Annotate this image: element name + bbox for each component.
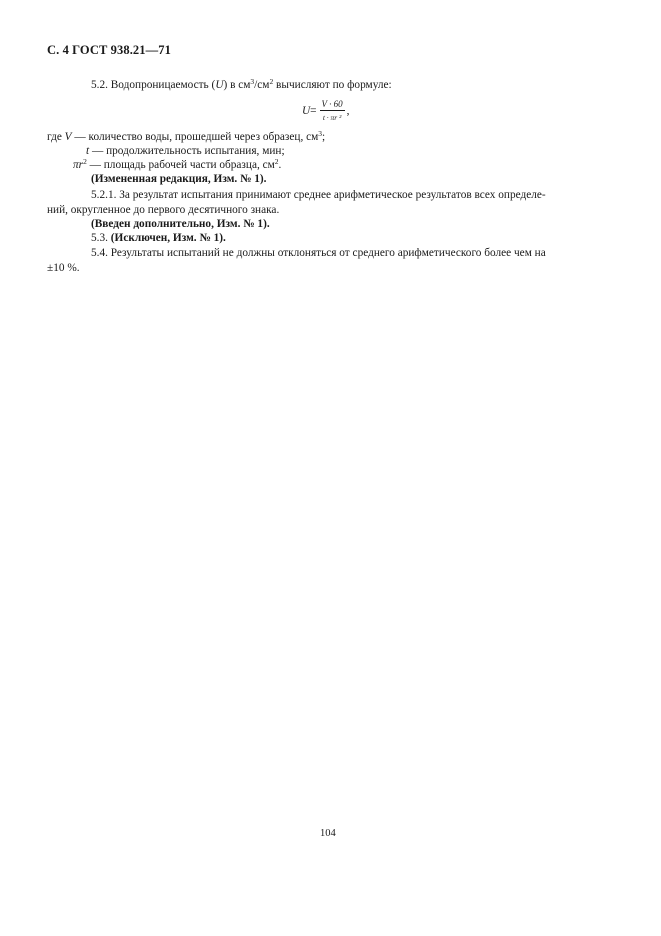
p52-prefix: 5.2. Водопроницаемость ( (91, 79, 216, 91)
p52-sup1: 3 (250, 77, 255, 86)
paragraph-5-2 (91, 78, 392, 92)
page-header: С. 4 ГОСТ 938.21—71 (47, 43, 171, 57)
paragraph-5-2-1-line1: 5.2.1. За результат испытания принимают среднее арифметическое результатов всех определе- (91, 189, 546, 201)
paragraph-5-3 (91, 231, 226, 245)
paragraph-5-2-1-line2: ний, округленное до первого десятичного знака. (47, 204, 280, 216)
where-r-sup: 2 (83, 157, 87, 166)
where-r-text: — площадь рабочей части образца, см (86, 159, 275, 171)
p53-bold: (Исключен, Изм. № 1). (110, 232, 226, 244)
formula-numerator: V · 60 (321, 99, 343, 109)
p52-sup2: 2 (269, 77, 274, 86)
where-v-var: V (64, 131, 72, 143)
formula (302, 99, 349, 122)
where-t (86, 144, 285, 158)
where-r-var: πr (73, 159, 84, 171)
p52-var: U (215, 79, 224, 91)
formula-fraction (320, 99, 345, 122)
amendment-note-1: (Измененная редакция, Изм. № 1). (91, 173, 267, 185)
paragraph-5-4-line2: ±10 %. (47, 262, 80, 274)
p52-suffix: вычисляют по формуле: (273, 79, 392, 91)
formula-lhs: U (302, 104, 311, 117)
formula-eq: = (310, 104, 317, 117)
where-v-text: — количество воды, прошедшей через образец, см (71, 131, 319, 143)
p52-mid: ) в см (223, 79, 251, 91)
where-v-end: ; (322, 131, 326, 143)
amendment-note-2: (Введен дополнительно, Изм. № 1). (91, 218, 270, 230)
p53-prefix: 5.3. (91, 232, 111, 244)
formula-trail: , (346, 104, 350, 117)
page-number: 104 (320, 828, 336, 839)
where-r-sup2: 2 (274, 157, 279, 166)
paragraph-5-4-line1: 5.4. Результаты испытаний не должны отклоняться от среднего арифметического более чем на (91, 247, 546, 259)
where-v-sup: 3 (318, 129, 323, 138)
where-r-end: . (278, 159, 282, 171)
where-v (47, 130, 325, 144)
p52-mid2: /см (254, 79, 270, 91)
where-t-var: t (86, 145, 90, 157)
where-prefix: где (47, 131, 65, 143)
where-t-text: — продолжительность испытания, мин; (89, 145, 285, 157)
where-r (73, 158, 281, 172)
formula-denominator: t · πr ² (322, 113, 342, 122)
